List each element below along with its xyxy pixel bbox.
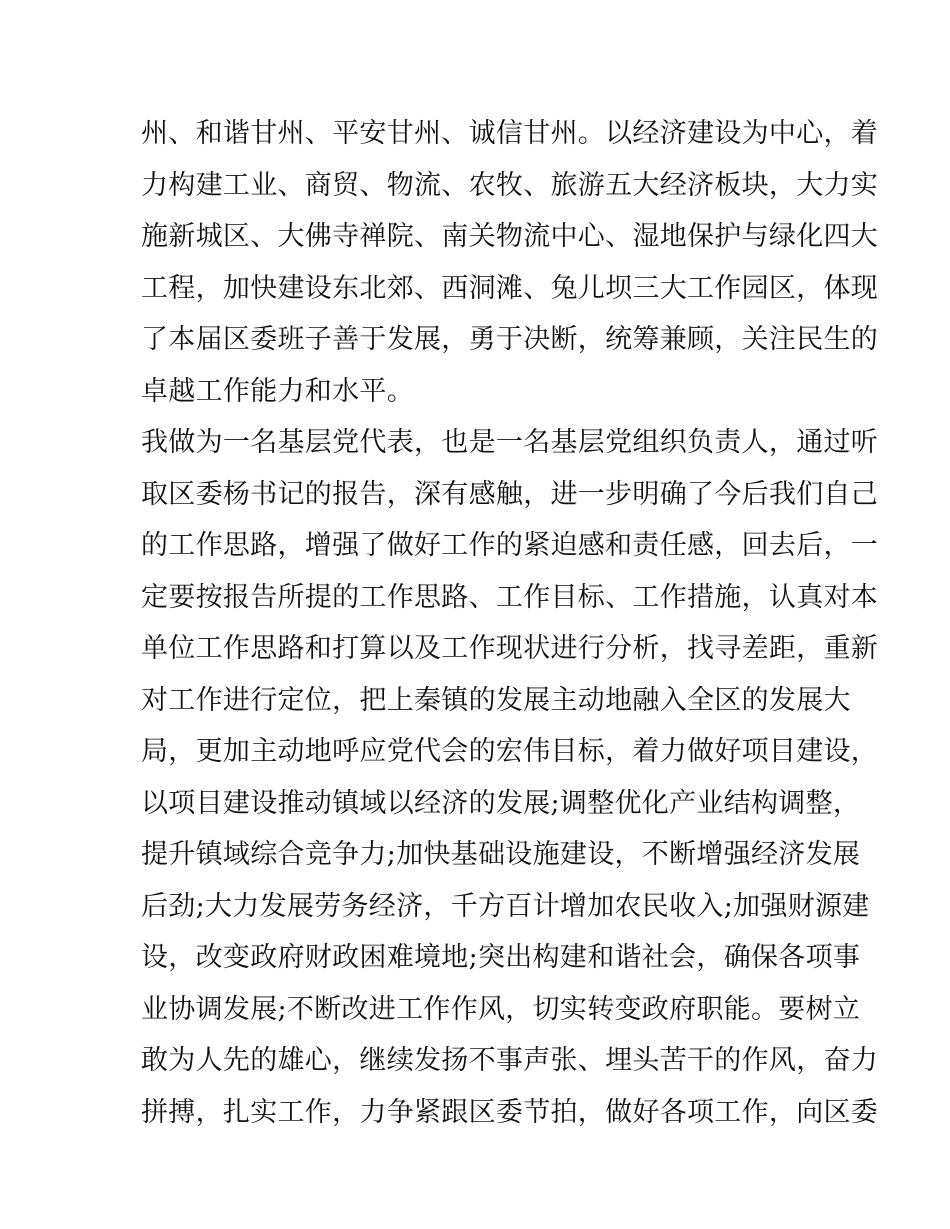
text-line: 取区委杨书记的报告，深有感触，进一步明确了今后我们自己 xyxy=(141,478,879,510)
text-line: 业协调发展;不断改进工作作风，切实转变政府职能。要树立 xyxy=(141,993,861,1025)
text-line: 工程，加快建设东北郊、西洞滩、兔儿坝三大工作园区，体现 xyxy=(141,272,879,304)
text-line: 定要按报告所提的工作思路、工作目标、工作措施，认真对本 xyxy=(141,581,879,613)
text-line: 了本届区委班子善于发展，勇于决断，统筹兼顾，关注民生的 xyxy=(141,324,879,355)
text-line: 力构建工业、商贸、物流、农牧、旅游五大经济板块，大力实 xyxy=(141,169,879,201)
body-text xyxy=(141,108,879,1138)
text-line: 的工作思路，增强了做好工作的紧迫感和责任感，回去后，一 xyxy=(141,530,879,561)
text-line: 州、和谐甘州、平安甘州、诚信甘州。以经济建设为中心，着 xyxy=(141,118,879,149)
text-line: 对工作进行定位，把上秦镇的发展主动地融入全区的发展大 xyxy=(141,684,851,716)
text-line: 敢为人先的雄心，继续发扬不事声张、埋头苦干的作风，奋力 xyxy=(141,1045,879,1076)
text-line: 我做为一名基层党代表，也是一名基层党组织负责人，通过听 xyxy=(141,427,879,458)
text-line: 施新城区、大佛寺禅院、南关物流中心、湿地保护与绿化四大 xyxy=(141,221,879,252)
text-line: 单位工作思路和打算以及工作现状进行分析，找寻差距，重新 xyxy=(141,633,879,664)
text-line: 以项目建设推动镇域以经济的发展;调整优化产业结构调整， xyxy=(141,787,861,819)
text-line: 拼搏，扎实工作，力争紧跟区委节拍，做好各项工作，向区委 xyxy=(141,1096,879,1128)
text-line: 局，更加主动地呼应党代会的宏伟目标，着力做好项目建设， xyxy=(141,736,879,767)
text-line: 后劲;大力发展劳务经济，千方百计增加农民收入;加强财源建 xyxy=(141,890,870,922)
text-line: 提升镇域综合竞争力;加快基础设施建设，不断增强经济发展 xyxy=(141,839,861,870)
text-line: 卓越工作能力和水平。 xyxy=(141,375,414,407)
text-line: 设，改变政府财政困难境地;突出构建和谐社会，确保各项事 xyxy=(141,942,861,973)
